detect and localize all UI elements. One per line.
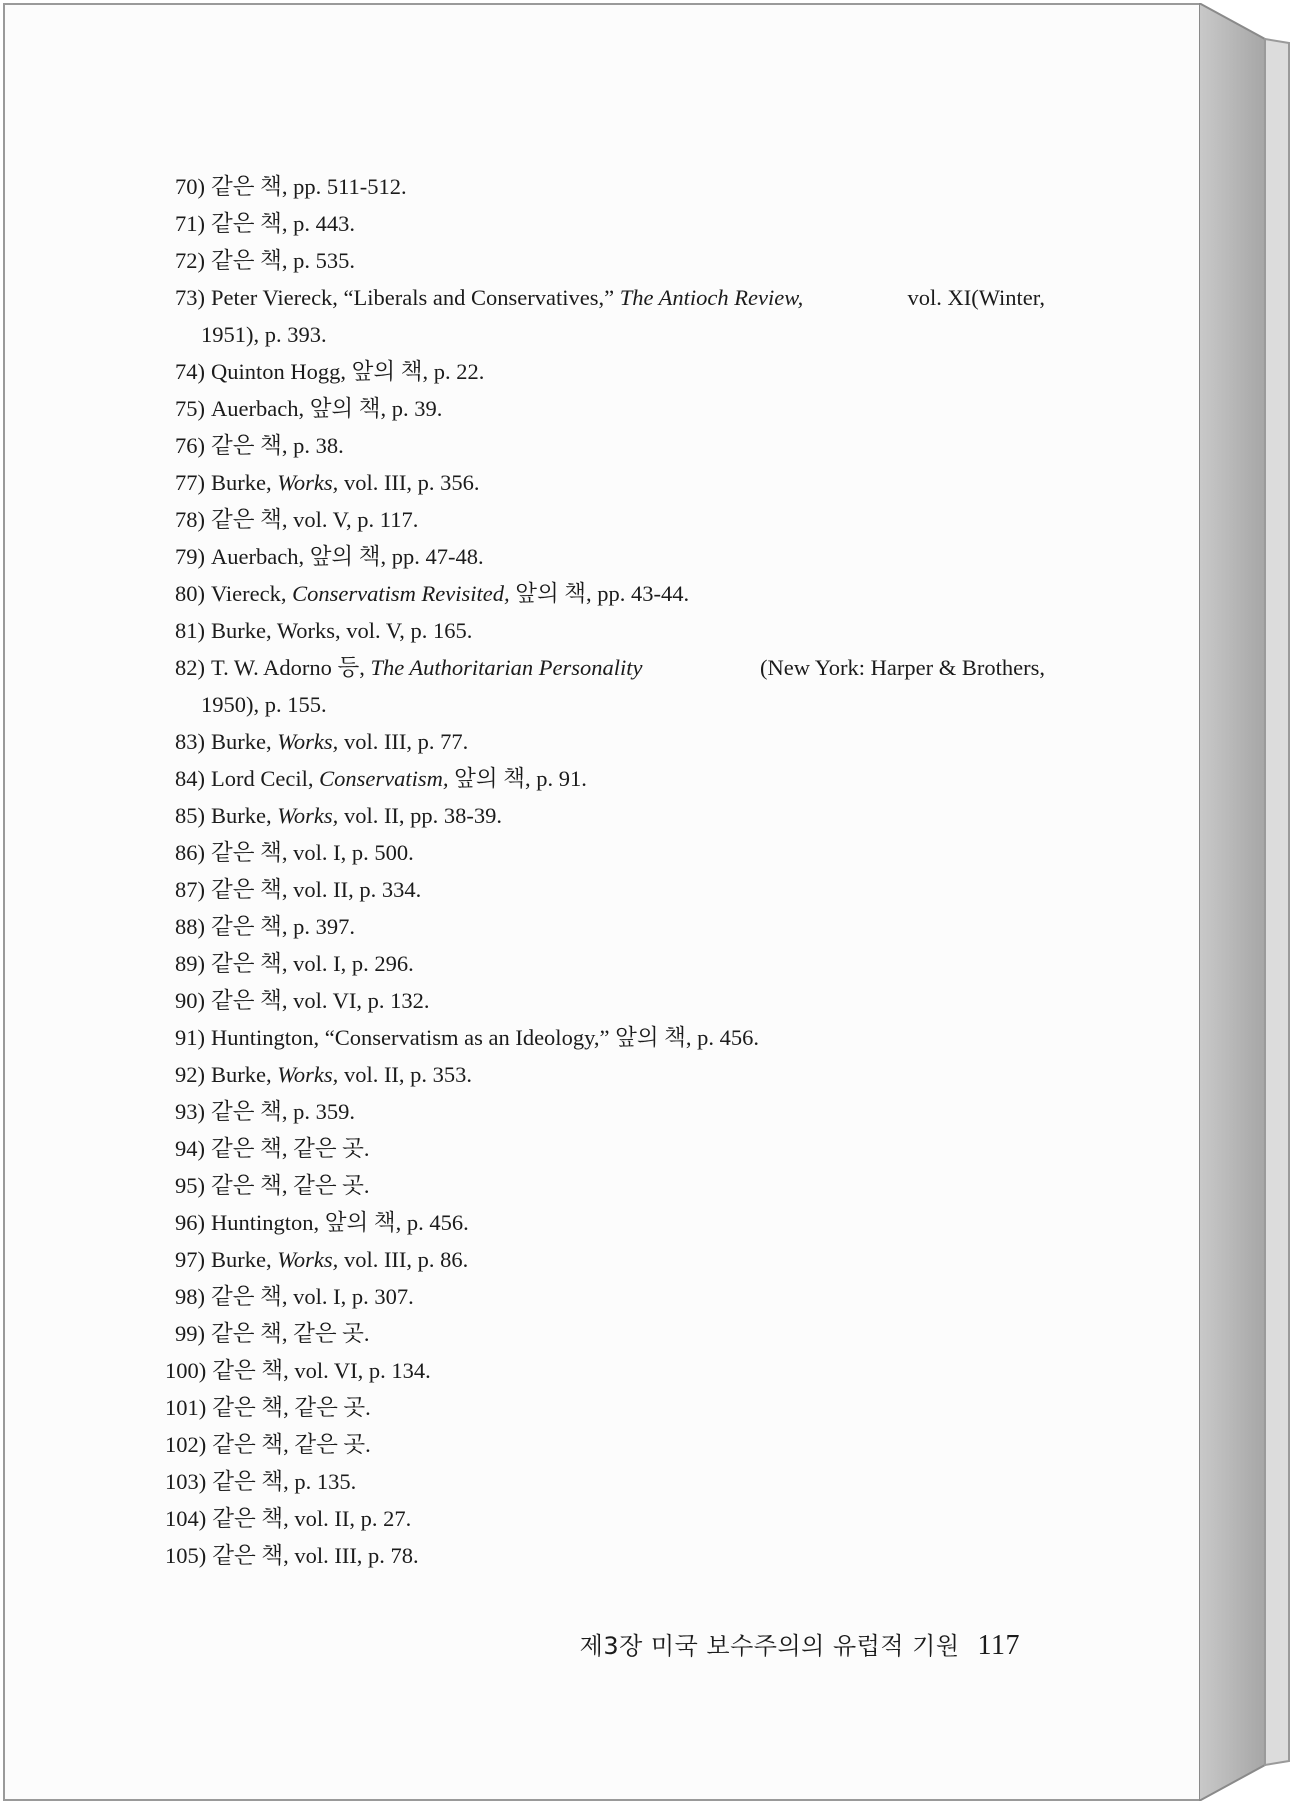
endnote-title: Works, xyxy=(277,1062,339,1087)
endnote-body: 같은 책, vol. III, p. 78. xyxy=(212,1543,419,1568)
endnote-text-tail: vol. III, p. 77. xyxy=(338,729,469,754)
endnote-item xyxy=(165,575,1045,612)
endnote-body: 같은 책, 같은 곳. xyxy=(212,1395,371,1420)
endnote-item xyxy=(165,1056,1045,1093)
endnote-body: 같은 책, vol. II, p. 334. xyxy=(211,877,422,902)
endnote-title: Works, xyxy=(277,803,339,828)
endnote-item xyxy=(165,168,1045,205)
endnote-item xyxy=(165,464,1045,501)
endnote-text: Viereck, xyxy=(211,581,293,606)
endnote-number: 101) xyxy=(165,1395,207,1420)
endnote-body: Auerbach, 앞의 책, pp. 47-48. xyxy=(211,544,484,569)
endnote-number: 104) xyxy=(165,1506,207,1531)
endnote-number: 78) xyxy=(175,507,205,532)
endnote-text-tail: vol. III, p. 86. xyxy=(338,1247,469,1272)
endnote-body: Huntington, “Conservatism as an Ideology,” 앞의 책, p. 456. xyxy=(211,1025,760,1050)
endnote-body: 같은 책, p. 443. xyxy=(211,211,355,236)
endnote-number: 93) xyxy=(175,1099,205,1124)
endnote-item xyxy=(165,353,1045,390)
endnote-number: 90) xyxy=(175,988,205,1013)
endnote-item xyxy=(165,1019,1045,1056)
endnote-number: 86) xyxy=(175,840,205,865)
endnote-number: 77) xyxy=(175,470,205,495)
endnote-item xyxy=(165,760,1045,797)
endnote-title: The Antioch Review, xyxy=(619,285,804,310)
endnote-title: Works, xyxy=(277,470,339,495)
endnote-body: 같은 책, vol. V, p. 117. xyxy=(211,507,419,532)
endnote-item xyxy=(165,649,1045,723)
endnote-item xyxy=(165,501,1045,538)
endnote-body: 같은 책, p. 535. xyxy=(211,248,355,273)
endnote-number: 94) xyxy=(175,1136,205,1161)
endnote-body: 같은 책, 같은 곳. xyxy=(211,1136,370,1161)
endnote-item xyxy=(165,1463,1045,1500)
endnote-body xyxy=(211,723,468,760)
endnote-body: Auerbach, 앞의 책, p. 39. xyxy=(211,396,443,421)
endnote-continuation: 1950), p. 155. xyxy=(201,692,327,717)
endnote-text-tail: vol. XI(Winter, xyxy=(907,285,1045,310)
endnote-number: 102) xyxy=(165,1432,207,1457)
endnote-number: 97) xyxy=(175,1247,205,1272)
endnote-text: Burke, xyxy=(211,1062,278,1087)
endnote-item xyxy=(165,390,1045,427)
endnote-title: Conservatism Revisited, xyxy=(292,581,510,606)
endnote-body xyxy=(211,1056,472,1093)
endnote-body: 같은 책, 같은 곳. xyxy=(212,1432,371,1457)
endnote-body: 같은 책, vol. II, p. 27. xyxy=(212,1506,412,1531)
endnote-item xyxy=(165,1500,1045,1537)
endnote-number: 105) xyxy=(165,1543,207,1568)
endnote-item xyxy=(165,982,1045,1019)
endnote-number: 92) xyxy=(175,1062,205,1087)
endnote-text-tail: vol. II, p. 353. xyxy=(338,1062,473,1087)
running-title: 제3장 미국 보수주의의 유럽적 기원 xyxy=(579,1632,960,1660)
endnote-item xyxy=(165,1537,1045,1574)
endnote-number: 81) xyxy=(175,618,205,643)
endnote-item xyxy=(165,1389,1045,1426)
endnote-number: 70) xyxy=(175,174,205,199)
endnote-item xyxy=(165,1093,1045,1130)
endnote-title: Works, xyxy=(277,729,339,754)
endnote-body: 같은 책, 같은 곳. xyxy=(211,1173,370,1198)
endnote-body: Huntington, 앞의 책, p. 456. xyxy=(211,1210,469,1235)
endnote-body xyxy=(211,464,480,501)
endnote-item xyxy=(165,945,1045,982)
endnote-text-tail: 앞의 책, p. 91. xyxy=(448,766,587,791)
endnote-body xyxy=(211,575,689,612)
endnote-number: 82) xyxy=(175,655,205,680)
endnote-body: Burke, Works, vol. V, p. 165. xyxy=(211,618,473,643)
endnote-text-tail: 앞의 책, pp. 43-44. xyxy=(509,581,690,606)
endnote-item xyxy=(165,1241,1045,1278)
endnote-item xyxy=(165,1167,1045,1204)
endnote-item xyxy=(165,279,1045,353)
endnote-item xyxy=(165,427,1045,464)
page-number: 117 xyxy=(977,1630,1020,1661)
endnote-number: 103) xyxy=(165,1469,207,1494)
endnote-body: 같은 책, pp. 511-512. xyxy=(211,174,407,199)
endnote-body xyxy=(211,760,587,797)
endnote-first-line xyxy=(165,649,1045,686)
endnote-body: 같은 책, 같은 곳. xyxy=(211,1321,370,1346)
endnote-number: 83) xyxy=(175,729,205,754)
endnote-text: Burke, xyxy=(211,803,278,828)
endnote-item xyxy=(165,1426,1045,1463)
endnote-item xyxy=(165,1352,1045,1389)
endnote-number: 98) xyxy=(175,1284,205,1309)
endnote-body: 같은 책, p. 359. xyxy=(211,1099,355,1124)
endnote-text-tail: vol. II, pp. 38-39. xyxy=(338,803,503,828)
endnote-item xyxy=(165,908,1045,945)
page-thickness-edge xyxy=(1199,3,1291,1801)
endnote-title: The Authoritarian Personality xyxy=(370,655,643,680)
endnote-body: 같은 책, vol. I, p. 500. xyxy=(211,840,414,865)
endnote-number: 100) xyxy=(165,1358,207,1383)
endnote-number: 96) xyxy=(175,1210,205,1235)
endnote-number: 88) xyxy=(175,914,205,939)
endnote-number: 80) xyxy=(175,581,205,606)
endnote-body: Quinton Hogg, 앞의 책, p. 22. xyxy=(211,359,485,384)
endnote-number: 73) xyxy=(175,285,205,310)
endnote-text: Burke, xyxy=(211,729,278,754)
endnote-item xyxy=(165,1130,1045,1167)
endnote-body: 같은 책, p. 135. xyxy=(212,1469,357,1494)
endnote-number: 85) xyxy=(175,803,205,828)
endnote-number: 76) xyxy=(175,433,205,458)
endnote-title: Conservatism, xyxy=(319,766,449,791)
endnote-title: Works, xyxy=(277,1247,339,1272)
endnote-body: 같은 책, vol. I, p. 307. xyxy=(211,1284,414,1309)
endnote-text: Lord Cecil, xyxy=(211,766,320,791)
endnote-item xyxy=(165,871,1045,908)
endnote-number: 99) xyxy=(175,1321,205,1346)
endnote-number: 74) xyxy=(175,359,205,384)
endnote-number: 87) xyxy=(175,877,205,902)
endnote-first-line xyxy=(165,279,1045,316)
endnote-text-tail: vol. III, p. 356. xyxy=(338,470,480,495)
endnote-body: 같은 책, vol. VI, p. 132. xyxy=(211,988,430,1013)
endnote-body: 같은 책, p. 397. xyxy=(211,914,355,939)
endnote-body: 같은 책, vol. VI, p. 134. xyxy=(212,1358,431,1383)
endnote-item xyxy=(165,538,1045,575)
endnote-number: 79) xyxy=(175,544,205,569)
endnote-item xyxy=(165,205,1045,242)
endnote-item xyxy=(165,1278,1045,1315)
endnote-text: Burke, xyxy=(211,470,278,495)
endnotes-list xyxy=(165,168,1045,1574)
endnote-text-tail: (New York: Harper & Brothers, xyxy=(760,655,1045,680)
endnote-item xyxy=(165,1204,1045,1241)
endnote-number: 71) xyxy=(175,211,205,236)
endnote-text: T. W. Adorno 등, xyxy=(211,655,371,680)
endnote-body xyxy=(211,1241,468,1278)
endnote-number: 75) xyxy=(175,396,205,421)
endnote-item xyxy=(165,723,1045,760)
endnote-text: Peter Viereck, “Liberals and Conservatives,” xyxy=(211,285,620,310)
endnote-number: 89) xyxy=(175,951,205,976)
endnote-body: 같은 책, p. 38. xyxy=(211,433,344,458)
endnote-body xyxy=(211,797,502,834)
endnote-item xyxy=(165,1315,1045,1352)
endnote-text: Burke, xyxy=(211,1247,278,1272)
endnote-body: 같은 책, vol. I, p. 296. xyxy=(211,951,414,976)
endnote-item xyxy=(165,612,1045,649)
endnote-number: 72) xyxy=(175,248,205,273)
endnote-number: 95) xyxy=(175,1173,205,1198)
endnote-continuation: 1951), p. 393. xyxy=(201,322,327,347)
endnote-number: 91) xyxy=(175,1025,205,1050)
endnote-item xyxy=(165,242,1045,279)
endnote-number: 84) xyxy=(175,766,205,791)
endnote-item xyxy=(165,797,1045,834)
endnote-item xyxy=(165,834,1045,871)
page-footer xyxy=(560,1626,1020,1662)
